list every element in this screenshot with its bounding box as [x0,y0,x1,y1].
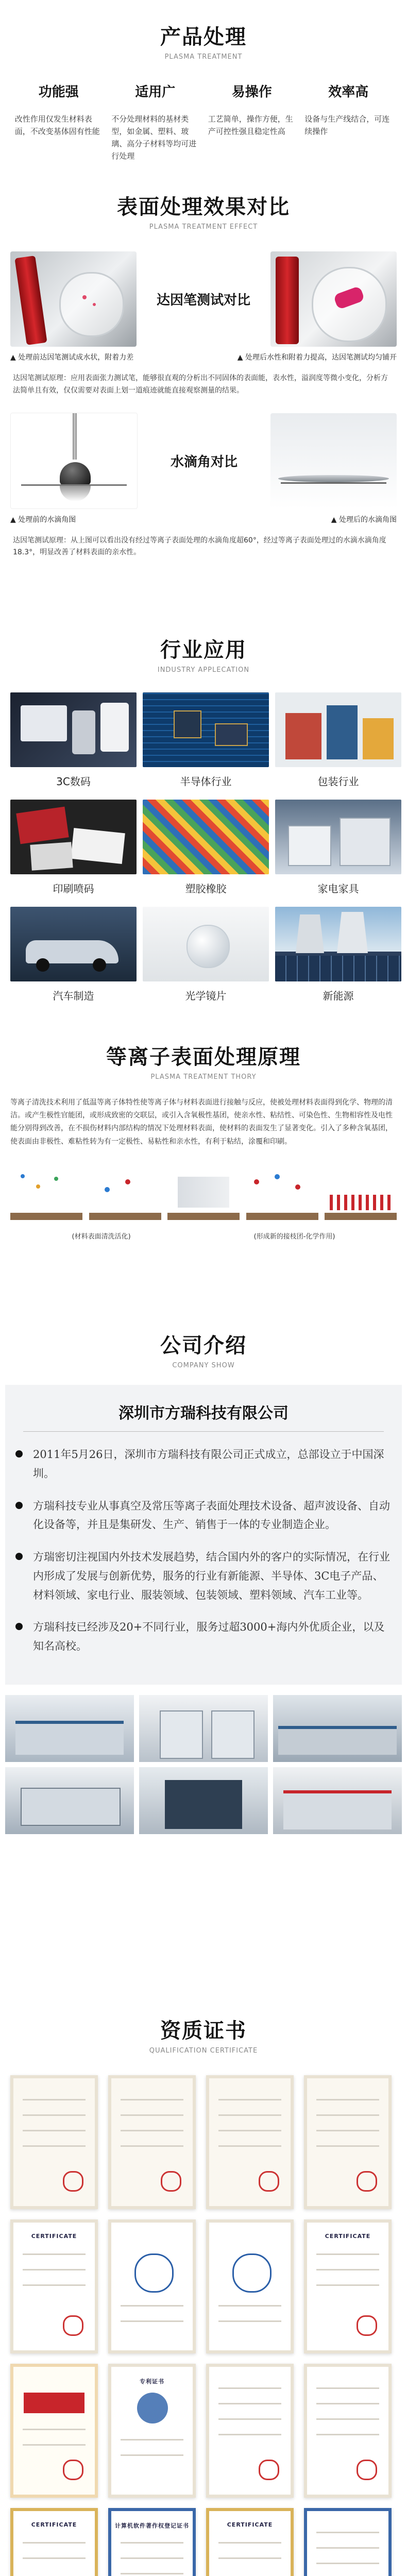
industry-subtitle: INDUSTRY APPLECATION [157,666,250,674]
industry-item [10,692,137,795]
company-section [0,1309,407,1994]
features-row [0,61,407,162]
company-photo-grid [0,1685,407,1834]
industry-item [275,692,401,795]
industry-item [275,907,401,1010]
certificate-card [10,2075,98,2209]
feature-desc: 改性作用仅发生材料表面，不改变基体固有性能 [14,114,100,136]
industry-image-automotive [10,907,137,981]
banner-shape [24,2393,84,2413]
principle-subtitle: PLASMA TREATMENT THORY [150,1073,257,1081]
principle-text: 等离子清洗技术利用了低温等离子体特性使等离子体与材料表面进行接触与反应，使被处理材料表面得到化学、物理的清洁。或产生极性官能团，或形成致密的交联层，或引入含氧极性基团，使亲水性、粘结性、可染色性、生物相容性及电性能分别得到改善，在不损伤材料内部结构的情况下处理材料表面，使材料的表面发生了显著变化。引入了多种含氧基团，使表面由非极性、难粘性转为有一定极性、易粘性和亲水性，有利于粘结，涂覆和印刷。 [10,1098,393,1146]
factory-photo [5,1695,134,1762]
feature-item [111,81,199,162]
stage-diagram [167,1164,240,1226]
feature-desc: 工艺简单，操作方便，生产可控性强且稳定性高 [208,114,293,136]
stage-diagram [246,1164,318,1226]
certificate-card [206,2219,294,2353]
pen-compare-row [0,251,407,347]
certificate-card [10,2364,98,2498]
industry-image-semiconductor [143,692,269,767]
industry-caption: 半导体行业 [180,775,232,788]
certificate-section [0,1994,407,2576]
company-text: 方瑞科技专业从事真空及常压等离子表面处理技术设备、超声波设备、自动化设备等，并且是集研发、生产、销售于一体的专业制造企业。 [33,1499,390,1531]
processing-section [0,0,407,185]
certificate-card [304,2219,392,2353]
company-paragraph [15,1445,392,1483]
company-paragraph [15,1497,392,1535]
industry-caption: 汽车制造 [53,990,94,1002]
industry-caption: 塑胶橡胶 [185,883,227,895]
industry-image-plastic-rubber [143,800,269,874]
industry-image-appliance [275,800,401,874]
factory-photo [139,1767,268,1834]
company-name: 深圳市方瑞科技有限公司 [118,1404,289,1422]
seal-icon [357,2171,377,2192]
feature-item [208,81,296,162]
factory-photo [5,1767,134,1834]
certificate-card [108,2364,196,2498]
factory-photo [273,1767,402,1834]
drop-before-image [10,413,138,509]
stage-diagram [89,1164,161,1226]
certificate-card [206,2075,294,2209]
industry-item [143,907,269,1010]
seal-icon [161,2171,181,2192]
certificate-title: 资质证书 [160,2019,247,2043]
pen-captions [0,347,407,362]
certificate-label: CERTIFICATE [31,2233,77,2240]
certificate-card [108,2508,196,2576]
certificate-label: 专利证书 [140,2378,164,2385]
bullet-icon [15,1623,23,1630]
pen-after-image [270,251,397,347]
industry-image-3c [10,692,137,767]
principle-title: 等离子表面处理原理 [106,1045,301,1069]
industry-caption: 光学镜片 [185,990,227,1002]
feature-name: 功能强 [38,84,79,100]
pen-before-caption: ▲ 处理前达因笔测试成水状，附着力差 [10,353,134,362]
feature-name: 适用广 [135,84,176,100]
certificate-card [108,2219,196,2353]
company-text: 方瑞密切注视国内外技术发展趋势，结合国内外的客户的实际情况，在行业内形成了发展与创新优势，服务的行业有新能源、半导体、3C电子产品、材料领域、家电行业、服装领域、包装领域、塑料领域、汽车工业等。 [33,1551,390,1601]
principle-caption-left: (材料表面清洗活化) [72,1232,131,1241]
certificate-card [206,2508,294,2576]
industry-image-packaging [275,692,401,767]
seal-icon [63,2460,83,2480]
factory-photo [273,1695,402,1762]
certificate-card [108,2075,196,2209]
company-text: 方瑞科技已经涉及20+不同行业，服务过超3000+海内外优质企业，以及知名高校。 [33,1621,385,1652]
industry-image-new-energy [275,907,401,981]
industry-item [10,907,137,1010]
seal-icon [357,2460,377,2480]
seal-icon [63,2315,83,2336]
company-title: 公司介绍 [160,1334,247,1358]
company-subtitle: COMPANY SHOW [172,1362,235,1369]
seal-icon [259,2460,279,2480]
feature-item [304,81,392,162]
principle-diagrams [0,1148,407,1226]
principle-captions [0,1226,407,1241]
feature-desc: 不分处理材料的基材类型，如金属、塑料、玻璃、高分子材料等均可进行处理 [111,114,197,161]
industry-item [275,800,401,903]
seal-icon [357,2315,377,2336]
processing-title: 产品处理 [160,25,247,49]
principle-section [0,1020,407,1309]
drop-before-caption: ▲ 处理前的水滴角图 [10,515,76,524]
certificate-card [304,2364,392,2498]
pen-description: 达因笔测试原理：应用表面张力测试笔，能够很直观的分析出不同固体的表面能，表水性，溢润度等微小变化，分析方法简单且有效，仅仅需要对表面上划一道痕迹就能直接观察测量的结果。 [13,374,388,395]
processing-subtitle: PLASMA TREATMENT [164,53,243,61]
certificate-label: CERTIFICATE [31,2521,77,2528]
certificate-grid [0,2055,407,2576]
certificate-card [10,2219,98,2353]
effect-subtitle: PLASMA TREATMENT EFFECT [149,223,258,231]
certificate-card [10,2508,98,2576]
seal-icon [259,2171,279,2192]
industry-item [10,800,137,903]
certificate-label: CERTIFICATE [227,2521,273,2528]
industry-caption: 3C数码 [56,775,91,788]
company-paragraph [15,1548,392,1604]
company-text: 2011年5月26日，深圳市方瑞科技有限公司正式成立，总部设立于中国深圳。 [33,1448,384,1480]
bullet-icon [15,1450,23,1458]
drop-captions [0,509,407,524]
industry-caption: 包装行业 [317,775,359,788]
drop-after-caption: ▲ 处理后的水滴角图 [331,515,397,524]
emblem-icon [137,2393,168,2424]
company-divider [23,1431,384,1432]
pen-after-caption: ▲ 处理后水性和附着力提高，达因笔测试均匀铺开 [237,353,397,362]
industry-item [143,692,269,795]
emblem-icon [134,2253,174,2293]
effect-section [0,185,407,613]
feature-name: 易操作 [231,84,272,100]
industry-caption: 印刷喷码 [53,883,94,895]
certificate-subtitle: QUALIFICATION CERTIFICATE [149,2047,258,2055]
company-paragraph [15,1618,392,1656]
company-panel [5,1385,402,1685]
drop-compare-row [0,413,407,509]
factory-photo [139,1695,268,1762]
pen-before-image [10,251,137,347]
seal-icon [63,2171,83,2192]
industry-grid [0,674,407,1010]
industry-section [0,613,407,1020]
industry-caption: 新能源 [323,990,354,1002]
bullet-icon [15,1502,23,1509]
certificate-card [304,2075,392,2209]
effect-title: 表面处理效果对比 [117,195,290,219]
drop-after-image [270,413,397,509]
emblem-icon [232,2253,272,2293]
industry-image-optical-lens [143,907,269,981]
certificate-card [206,2364,294,2498]
certificate-label: 计算机软件著作权登记证书 [115,2522,189,2529]
drop-compare-label: 水滴角对比 [170,454,238,470]
feature-item [15,81,103,162]
feature-name: 效率高 [328,84,369,100]
industry-title: 行业应用 [160,638,247,662]
industry-item [143,800,269,903]
drop-description: 达因笔测试原理：从上图可以看出没有经过等离子表面处理的水滴角度超60°，经过等离子表面处理过的水滴水滴角度18.3°，明显改善了材料表面的亲水性。 [13,536,386,557]
pen-compare-label: 达因笔测试对比 [156,293,250,308]
certificate-label: CERTIFICATE [325,2233,371,2240]
principle-caption-right: (形成新的接枝团-化学作用) [253,1232,335,1241]
industry-image-printing [10,800,137,874]
feature-desc: 设备与生产线结合，可连续操作 [304,114,390,136]
industry-caption: 家电家具 [317,883,359,895]
stage-diagram [10,1164,82,1226]
certificate-card [304,2508,392,2576]
stage-diagram [325,1164,397,1226]
bullet-icon [15,1553,23,1560]
